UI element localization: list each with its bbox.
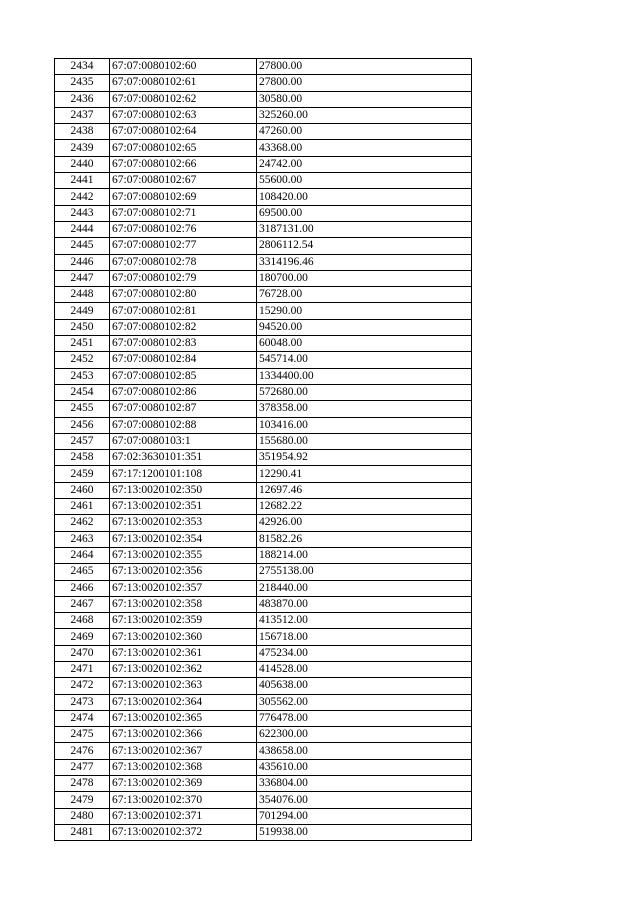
value-cell: 27800.00 <box>257 59 472 75</box>
cadastral-number-cell: 67:13:0020102:355 <box>110 547 257 563</box>
cadastral-number-cell: 67:13:0020102:366 <box>110 727 257 743</box>
row-number-cell: 2440 <box>55 156 110 172</box>
value-cell: 24742.00 <box>257 156 472 172</box>
cadastral-number-cell: 67:07:0080102:80 <box>110 287 257 303</box>
table-row <box>55 319 472 335</box>
value-cell: 519938.00 <box>257 824 472 840</box>
table-row <box>55 254 472 270</box>
value-cell: 3314196.46 <box>257 254 472 270</box>
cadastral-number-cell: 67:07:0080102:78 <box>110 254 257 270</box>
table-row <box>55 499 472 515</box>
table-row <box>55 238 472 254</box>
cadastral-number-cell: 67:07:0080102:82 <box>110 319 257 335</box>
row-number-cell: 2455 <box>55 401 110 417</box>
row-number-cell: 2445 <box>55 238 110 254</box>
row-number-cell: 2454 <box>55 384 110 400</box>
value-cell: 43368.00 <box>257 140 472 156</box>
cadastral-number-cell: 67:07:0080102:67 <box>110 173 257 189</box>
row-number-cell: 2443 <box>55 205 110 221</box>
table-row <box>55 205 472 221</box>
cadastral-number-cell: 67:07:0080102:62 <box>110 91 257 107</box>
value-cell: 2755138.00 <box>257 564 472 580</box>
value-cell: 483870.00 <box>257 596 472 612</box>
row-number-cell: 2442 <box>55 189 110 205</box>
value-cell: 218440.00 <box>257 580 472 596</box>
value-cell: 1334400.00 <box>257 368 472 384</box>
table-row <box>55 776 472 792</box>
row-number-cell: 2446 <box>55 254 110 270</box>
cadastral-number-cell: 67:13:0020102:360 <box>110 629 257 645</box>
row-number-cell: 2481 <box>55 824 110 840</box>
value-cell: 81582.26 <box>257 531 472 547</box>
cadastral-number-cell: 67:13:0020102:364 <box>110 694 257 710</box>
value-cell: 414528.00 <box>257 661 472 677</box>
cadastral-number-cell: 67:13:0020102:354 <box>110 531 257 547</box>
row-number-cell: 2466 <box>55 580 110 596</box>
value-cell: 12682.22 <box>257 499 472 515</box>
cadastral-number-cell: 67:07:0080102:64 <box>110 124 257 140</box>
row-number-cell: 2435 <box>55 75 110 91</box>
table-row <box>55 189 472 205</box>
row-number-cell: 2470 <box>55 645 110 661</box>
table-row <box>55 629 472 645</box>
cadastral-number-cell: 67:13:0020102:361 <box>110 645 257 661</box>
cadastral-number-cell: 67:07:0080102:77 <box>110 238 257 254</box>
table-row <box>55 91 472 107</box>
value-cell: 69500.00 <box>257 205 472 221</box>
table-row <box>55 515 472 531</box>
value-cell: 2806112.54 <box>257 238 472 254</box>
table-row <box>55 75 472 91</box>
cadastral-number-cell: 67:13:0020102:353 <box>110 515 257 531</box>
row-number-cell: 2465 <box>55 564 110 580</box>
cadastral-number-cell: 67:07:0080102:84 <box>110 352 257 368</box>
row-number-cell: 2453 <box>55 368 110 384</box>
row-number-cell: 2476 <box>55 743 110 759</box>
row-number-cell: 2439 <box>55 140 110 156</box>
table-row <box>55 140 472 156</box>
table-row <box>55 417 472 433</box>
table-row <box>55 792 472 808</box>
table-row <box>55 336 472 352</box>
value-cell: 435610.00 <box>257 759 472 775</box>
table-row <box>55 580 472 596</box>
cadastral-number-cell: 67:13:0020102:369 <box>110 776 257 792</box>
value-cell: 413512.00 <box>257 613 472 629</box>
value-cell: 27800.00 <box>257 75 472 91</box>
table-row <box>55 352 472 368</box>
table-row <box>55 710 472 726</box>
cadastral-number-cell: 67:13:0020102:370 <box>110 792 257 808</box>
table-row <box>55 759 472 775</box>
value-cell: 94520.00 <box>257 319 472 335</box>
cadastral-number-cell: 67:07:0080102:87 <box>110 401 257 417</box>
row-number-cell: 2436 <box>55 91 110 107</box>
value-cell: 60048.00 <box>257 336 472 352</box>
value-cell: 3187131.00 <box>257 221 472 237</box>
row-number-cell: 2459 <box>55 466 110 482</box>
table-row <box>55 661 472 677</box>
cadastral-number-cell: 67:13:0020102:367 <box>110 743 257 759</box>
table-row <box>55 727 472 743</box>
value-cell: 622300.00 <box>257 727 472 743</box>
cadastral-number-cell: 67:07:0080102:85 <box>110 368 257 384</box>
row-number-cell: 2468 <box>55 613 110 629</box>
value-cell: 776478.00 <box>257 710 472 726</box>
table-row <box>55 824 472 840</box>
row-number-cell: 2463 <box>55 531 110 547</box>
cadastral-number-cell: 67:17:1200101:108 <box>110 466 257 482</box>
row-number-cell: 2450 <box>55 319 110 335</box>
row-number-cell: 2444 <box>55 221 110 237</box>
value-cell: 354076.00 <box>257 792 472 808</box>
cadastral-number-cell: 67:13:0020102:351 <box>110 499 257 515</box>
cadastral-number-cell: 67:13:0020102:368 <box>110 759 257 775</box>
cadastral-number-cell: 67:02:3630101:351 <box>110 450 257 466</box>
table-row <box>55 694 472 710</box>
table-row <box>55 547 472 563</box>
value-cell: 336804.00 <box>257 776 472 792</box>
value-cell: 12697.46 <box>257 482 472 498</box>
row-number-cell: 2480 <box>55 808 110 824</box>
row-number-cell: 2462 <box>55 515 110 531</box>
value-cell: 351954.92 <box>257 450 472 466</box>
cadastral-number-cell: 67:07:0080102:76 <box>110 221 257 237</box>
row-number-cell: 2451 <box>55 336 110 352</box>
cadastral-number-cell: 67:07:0080103:1 <box>110 433 257 449</box>
cadastral-number-cell: 67:07:0080102:88 <box>110 417 257 433</box>
cadastral-number-cell: 67:07:0080102:71 <box>110 205 257 221</box>
row-number-cell: 2477 <box>55 759 110 775</box>
value-cell: 572680.00 <box>257 384 472 400</box>
table-row <box>55 482 472 498</box>
row-number-cell: 2473 <box>55 694 110 710</box>
table-row <box>55 433 472 449</box>
value-cell: 305562.00 <box>257 694 472 710</box>
table-row <box>55 564 472 580</box>
cadastral-number-cell: 67:13:0020102:356 <box>110 564 257 580</box>
row-number-cell: 2467 <box>55 596 110 612</box>
value-cell: 325260.00 <box>257 107 472 123</box>
cadastral-number-cell: 67:07:0080102:65 <box>110 140 257 156</box>
value-cell: 103416.00 <box>257 417 472 433</box>
table-row <box>55 401 472 417</box>
cadastral-number-cell: 67:07:0080102:69 <box>110 189 257 205</box>
row-number-cell: 2474 <box>55 710 110 726</box>
value-cell: 30580.00 <box>257 91 472 107</box>
value-cell: 188214.00 <box>257 547 472 563</box>
cadastral-number-cell: 67:13:0020102:359 <box>110 613 257 629</box>
value-cell: 475234.00 <box>257 645 472 661</box>
cadastral-number-cell: 67:07:0080102:61 <box>110 75 257 91</box>
table-row <box>55 613 472 629</box>
cadastral-number-cell: 67:13:0020102:363 <box>110 678 257 694</box>
cadastral-number-cell: 67:07:0080102:60 <box>110 59 257 75</box>
row-number-cell: 2461 <box>55 499 110 515</box>
table-body <box>55 59 472 841</box>
cadastral-number-cell: 67:07:0080102:86 <box>110 384 257 400</box>
row-number-cell: 2457 <box>55 433 110 449</box>
cadastral-number-cell: 67:13:0020102:350 <box>110 482 257 498</box>
table-row <box>55 221 472 237</box>
value-cell: 180700.00 <box>257 270 472 286</box>
table-row <box>55 384 472 400</box>
row-number-cell: 2464 <box>55 547 110 563</box>
row-number-cell: 2469 <box>55 629 110 645</box>
table-row <box>55 645 472 661</box>
row-number-cell: 2479 <box>55 792 110 808</box>
row-number-cell: 2472 <box>55 678 110 694</box>
value-cell: 55600.00 <box>257 173 472 189</box>
row-number-cell: 2449 <box>55 303 110 319</box>
data-table <box>54 58 472 841</box>
table-row <box>55 808 472 824</box>
value-cell: 438658.00 <box>257 743 472 759</box>
cadastral-number-cell: 67:13:0020102:362 <box>110 661 257 677</box>
table-row <box>55 287 472 303</box>
cadastral-number-cell: 67:07:0080102:79 <box>110 270 257 286</box>
value-cell: 701294.00 <box>257 808 472 824</box>
cadastral-number-cell: 67:07:0080102:81 <box>110 303 257 319</box>
table-row <box>55 303 472 319</box>
row-number-cell: 2437 <box>55 107 110 123</box>
cadastral-number-cell: 67:13:0020102:358 <box>110 596 257 612</box>
value-cell: 76728.00 <box>257 287 472 303</box>
row-number-cell: 2441 <box>55 173 110 189</box>
table-row <box>55 156 472 172</box>
value-cell: 42926.00 <box>257 515 472 531</box>
table-row <box>55 368 472 384</box>
cadastral-number-cell: 67:13:0020102:372 <box>110 824 257 840</box>
row-number-cell: 2478 <box>55 776 110 792</box>
row-number-cell: 2448 <box>55 287 110 303</box>
table-row <box>55 270 472 286</box>
cadastral-number-cell: 67:07:0080102:63 <box>110 107 257 123</box>
cadastral-number-cell: 67:07:0080102:66 <box>110 156 257 172</box>
row-number-cell: 2475 <box>55 727 110 743</box>
value-cell: 156718.00 <box>257 629 472 645</box>
value-cell: 405638.00 <box>257 678 472 694</box>
cadastral-number-cell: 67:13:0020102:365 <box>110 710 257 726</box>
row-number-cell: 2456 <box>55 417 110 433</box>
table-row <box>55 450 472 466</box>
table-row <box>55 743 472 759</box>
cadastral-number-cell: 67:13:0020102:371 <box>110 808 257 824</box>
value-cell: 108420.00 <box>257 189 472 205</box>
row-number-cell: 2434 <box>55 59 110 75</box>
row-number-cell: 2452 <box>55 352 110 368</box>
table-row <box>55 466 472 482</box>
table-row <box>55 124 472 140</box>
value-cell: 378358.00 <box>257 401 472 417</box>
cadastral-number-cell: 67:13:0020102:357 <box>110 580 257 596</box>
value-cell: 47260.00 <box>257 124 472 140</box>
row-number-cell: 2447 <box>55 270 110 286</box>
value-cell: 155680.00 <box>257 433 472 449</box>
table-row <box>55 173 472 189</box>
table-row <box>55 678 472 694</box>
row-number-cell: 2460 <box>55 482 110 498</box>
row-number-cell: 2471 <box>55 661 110 677</box>
value-cell: 545714.00 <box>257 352 472 368</box>
value-cell: 15290.00 <box>257 303 472 319</box>
table-row <box>55 531 472 547</box>
cadastral-number-cell: 67:07:0080102:83 <box>110 336 257 352</box>
value-cell: 12290.41 <box>257 466 472 482</box>
table-row <box>55 59 472 75</box>
table-row <box>55 107 472 123</box>
table-row <box>55 596 472 612</box>
row-number-cell: 2458 <box>55 450 110 466</box>
row-number-cell: 2438 <box>55 124 110 140</box>
